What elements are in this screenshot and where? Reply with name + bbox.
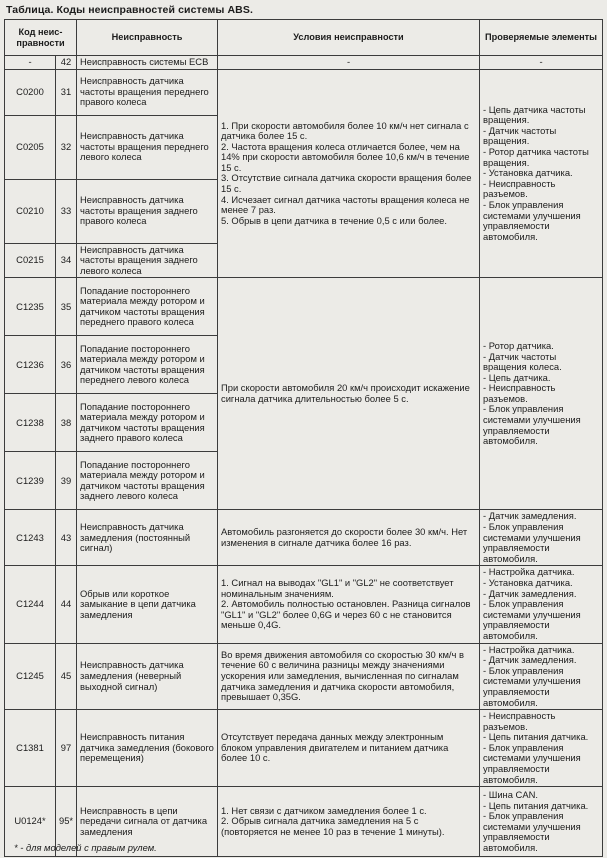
row-number: 34 [56, 243, 77, 278]
row-fault: Попадание постороннего материала между ротором и датчиком частоты вращения заднего левого колеса [77, 452, 218, 510]
table-row [5, 710, 603, 787]
row-conditions: Автомобиль разгоняется до скорости более 30 км/ч. Нет изменения в сигнале датчика более 16 раз. [218, 510, 480, 566]
row-conditions: Во время движения автомобиля со скоростью 30 км/ч в течение 60 с величина разницы между значениями ускорения или замедления, вычисленная по сигналам датчика замедления и датчика скорости автомобиля, превышает 0,35G. [218, 643, 480, 710]
row-fault: Обрыв или короткое замыкание в цепи датчика замедления [77, 566, 218, 643]
row-fault: Попадание постороннего материала между ротором и датчиком частоты вращения заднего правого колеса [77, 394, 218, 452]
row-fault: Попадание постороннего материала между ротором и датчиком частоты вращения переднего левого колеса [77, 336, 218, 394]
row-conditions: 1. Сигнал на выводах "GL1" и "GL2" не соответствует номинальным значениям. 2. Автомобиль полностью остановлен. Разница сигналов "GL1" и "GL2" более 0,6G и через 60 с не становится меньше 0,4G. [218, 566, 480, 643]
row-fault: Попадание постороннего материала между ротором и датчиком частоты вращения переднего правого колеса [77, 278, 218, 336]
row-fault: Неисправность питания датчика замедления (бокового перемещения) [77, 710, 218, 787]
foreign-material-conditions: При скорости автомобиля 20 км/ч происходит искажение сигнала датчика длительностью более 5 с. [218, 278, 480, 510]
row-checked: - Неисправность разъемов. - Цепь питания датчика. - Блок управления системами улучшения управляемости автомобиля. [480, 710, 603, 787]
row-number: 44 [56, 566, 77, 643]
row-code: C1238 [5, 394, 56, 452]
row-fault: Неисправность датчика замедления (постоянный сигнал) [77, 510, 218, 566]
header-code: Код неис-правности [5, 20, 77, 56]
row-number: 36 [56, 336, 77, 394]
row-code: C0215 [5, 243, 56, 278]
row-fault: Неисправность датчика частоты вращения переднего правого колеса [77, 69, 218, 115]
table-row [5, 56, 603, 70]
row-conditions: Отсутствует передача данных между электронным блоком управления двигателем и питанием датчика более 10 с. [218, 710, 480, 787]
row-code: C0205 [5, 115, 56, 179]
row-fault: Неисправность датчика замедления (неверный выходной сигнал) [77, 643, 218, 710]
foreign-material-checked: - Ротор датчика. - Датчик частоты вращения колеса. - Цепь датчика. - Неисправность разъемов. - Блок управления системами улучшения управляемости автомобиля. [480, 278, 603, 510]
row-checked: - Датчик замедления. - Блок управления системами улучшения управляемости автомобиля. [480, 510, 603, 566]
table-row [5, 510, 603, 566]
row-fault: Неисправность датчика частоты вращения заднего левого колеса [77, 243, 218, 278]
wheel-sensor-conditions: 1. При скорости автомобиля более 10 км/ч нет сигнала с датчика более 15 с. 2. Частота вращения колеса отличается более, чем на 14% при скорости автомобиля более 10,6 км/ч в течение 15 с. 3. Отсутствие сигнала датчика скорости вращения более 15 с. 4. Исчезает сигнал датчика частоты вращения колеса не менее 7 раз. 5. Обрыв в цепи датчика в течение 0,5 с или более. [218, 69, 480, 278]
row-number: 38 [56, 394, 77, 452]
row-number: 97 [56, 710, 77, 787]
row-code: C1381 [5, 710, 56, 787]
row-checked: - Настройка датчика. - Установка датчика. - Датчик замедления. - Блок управления системами улучшения управляемости автомобиля. [480, 566, 603, 643]
row-fault: Неисправность в цепи передачи сигнала от датчика замедления [77, 787, 218, 857]
row-code: C1239 [5, 452, 56, 510]
header-fault: Неисправность [77, 20, 218, 56]
row-number: 95* [56, 787, 77, 857]
row-fault: Неисправность системы ECB [77, 56, 218, 70]
table-row [5, 643, 603, 710]
row-code: C1235 [5, 278, 56, 336]
row-number: 45 [56, 643, 77, 710]
row-code: - [5, 56, 56, 70]
row-conditions: - [218, 56, 480, 70]
row-code: C1243 [5, 510, 56, 566]
table-row [5, 69, 603, 115]
row-checked: - Шина CAN. - Цепь питания датчика. - Блок управления системами улучшения управляемости автомобиля. [480, 787, 603, 857]
wheel-sensor-checked: - Цепь датчика частоты вращения. - Датчик частоты вращения. - Ротор датчика частоты вращения. - Установка датчика. - Неисправность разъемов. - Блок управления системами улучшения управляемости автомобиля. [480, 69, 603, 278]
abs-fault-codes-table [4, 19, 603, 857]
row-number: 31 [56, 69, 77, 115]
row-number: 42 [56, 56, 77, 70]
row-code: U0124* [5, 787, 56, 857]
footnote: * - для моделей с правым рулем. [14, 842, 157, 853]
row-number: 35 [56, 278, 77, 336]
row-number: 32 [56, 115, 77, 179]
row-fault: Неисправность датчика частоты вращения заднего правого колеса [77, 179, 218, 243]
row-code: C1236 [5, 336, 56, 394]
row-conditions: 1. Нет связи с датчиком замедления более 1 с. 2. Обрыв сигнала датчика замедления на 5 с (повторяется не менее 10 раз в течение 1 минуты). [218, 787, 480, 857]
row-code: C0200 [5, 69, 56, 115]
row-number: 33 [56, 179, 77, 243]
row-checked: - [480, 56, 603, 70]
row-fault: Неисправность датчика частоты вращения переднего левого колеса [77, 115, 218, 179]
row-code: C0210 [5, 179, 56, 243]
header-conditions: Условия неисправности [218, 20, 480, 56]
table-row [5, 278, 603, 336]
row-code: C1245 [5, 643, 56, 710]
row-code: C1244 [5, 566, 56, 643]
header-checked: Проверяемые элементы [480, 20, 603, 56]
row-checked: - Настройка датчика. - Датчик замедления. - Блок управления системами улучшения управляемости автомобиля. [480, 643, 603, 710]
row-number: 39 [56, 452, 77, 510]
table-row [5, 566, 603, 643]
row-number: 43 [56, 510, 77, 566]
table-caption: Таблица. Коды неисправностей системы ABS. [6, 4, 253, 16]
